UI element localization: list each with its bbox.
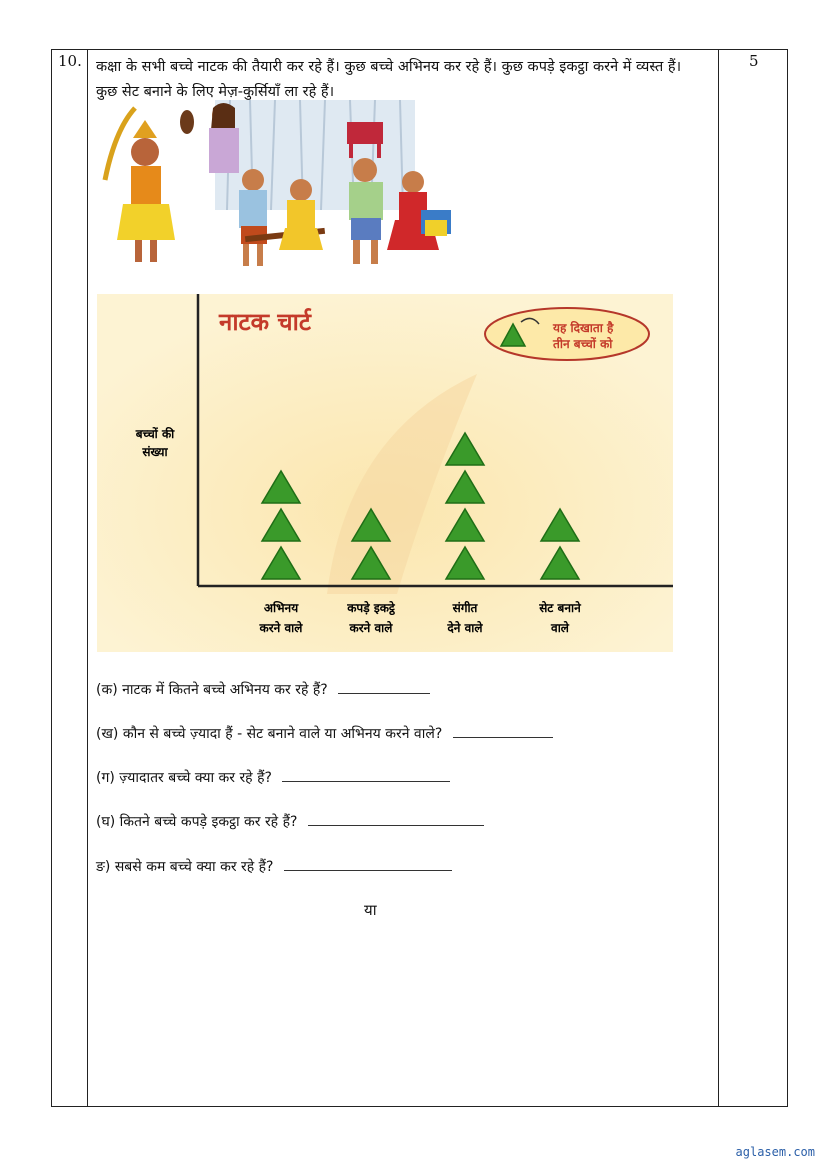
answer-blank[interactable]: [338, 681, 430, 694]
category-label: कपड़े इकट्ठे: [347, 601, 395, 615]
sub-question-1: [96, 680, 430, 699]
question-intro: कक्षा के सभी बच्चे नाटक की तैयारी कर रहे हैं। कुछ बच्चे अभिनय कर रहे हैं। कुछ कपड़े इकट्ठा करने में व्यस्त हैं। कुछ सेट बनाने के लिए मेज़-कुर्सियाँ ला रहे हैं।: [96, 59, 682, 100]
category-label: सेट बनाने: [539, 601, 581, 615]
chart-title: नाटक चार्ट: [219, 308, 311, 336]
sub-question-5: [96, 857, 452, 876]
sub-question-3: [96, 768, 450, 787]
sub-question-text: (घ) कितने बच्चे कपड़े इकट्ठा कर रहे हैं?: [96, 814, 302, 830]
legend-line-1: यह दिखाता है: [553, 321, 614, 335]
legend-line-2: तीन बच्चों को: [553, 337, 613, 351]
category-label: अभिनय: [263, 601, 299, 615]
question-marks: 5: [749, 52, 759, 70]
y-axis-label-line-1: बच्चों की: [135, 427, 175, 441]
category-label: वाले: [551, 621, 569, 635]
category-label: करने वाले: [349, 621, 393, 635]
drama-pictograph-chart: [97, 294, 673, 652]
answer-blank[interactable]: [284, 858, 452, 871]
y-axis-label-line-2: संख्या: [142, 445, 168, 459]
sub-question-text: ङ) सबसे कम बच्चे क्या कर रहे हैं?: [96, 859, 278, 875]
category-label: संगीत: [452, 601, 478, 615]
column-divider: [87, 49, 88, 1107]
chart-legend: [485, 308, 649, 360]
or-separator: या: [364, 901, 377, 919]
column-divider: [718, 49, 719, 1107]
answer-blank[interactable]: [282, 769, 450, 782]
sub-question-text: (क) नाटक में कितने बच्चे अभिनय कर रहे हैं?: [96, 682, 333, 698]
sub-question-text: (ग) ज़्यादातर बच्चे क्या कर रहे हैं?: [96, 770, 277, 786]
sub-question-4: [96, 812, 484, 831]
answer-blank[interactable]: [453, 725, 553, 738]
question-number: 10.: [58, 52, 82, 70]
answer-blank[interactable]: [308, 813, 484, 826]
sub-question-2: [96, 724, 553, 743]
category-label: करने वाले: [259, 621, 303, 635]
category-label: देने वाले: [447, 621, 483, 635]
sub-question-text: (ख) कौन से बच्चे ज़्यादा हैं - सेट बनाने वाले या अभिनय करने वाले?: [96, 726, 447, 742]
footer-watermark: aglasem.com: [735, 1145, 815, 1159]
children-illustration: [95, 100, 455, 278]
